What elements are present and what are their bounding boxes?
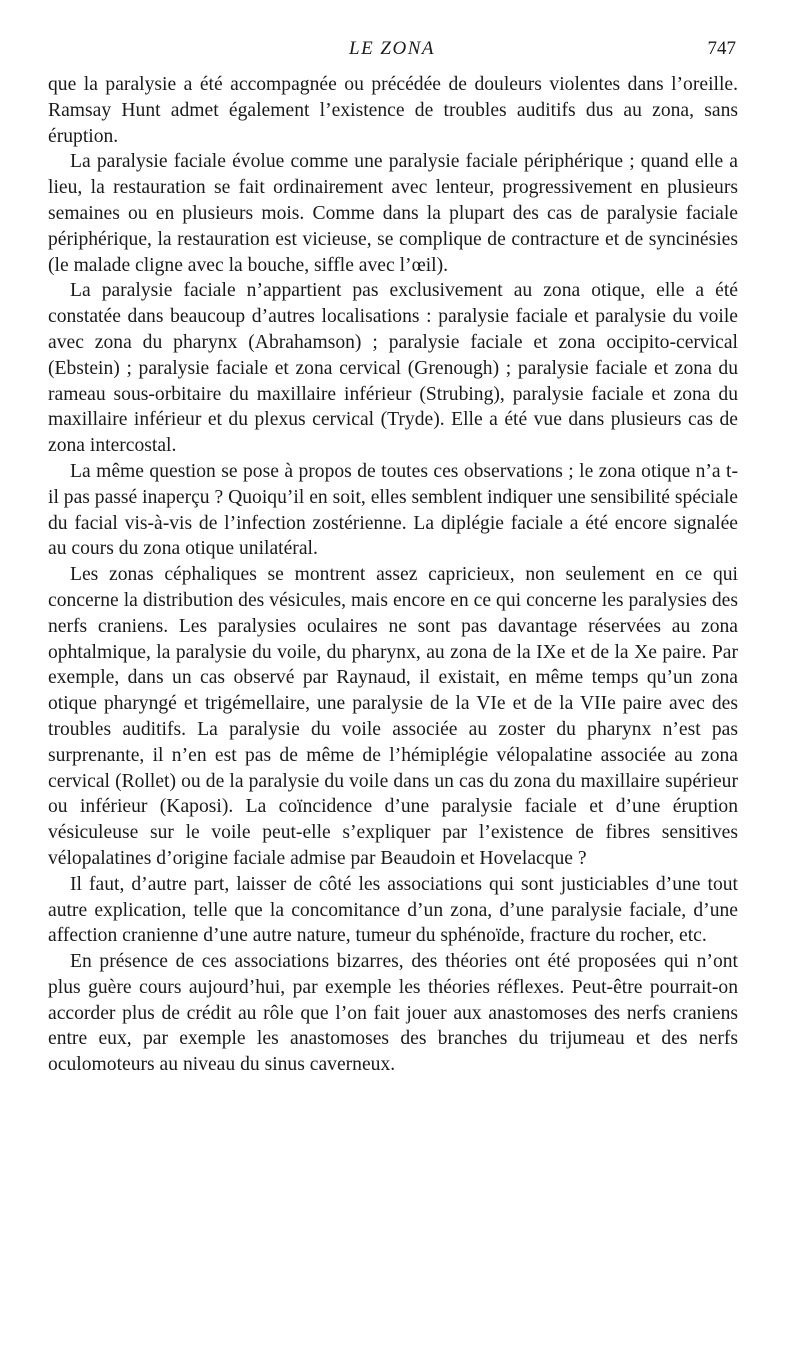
paragraph-otic-zona-question: La même question se pose à propos de toutes ces observations ; le zona otique n’a t-il pas passé inaperçu ? Quoiqu’il en soit, elles semblent indiquer une sensibilité spéciale du facial vis-à-vis de l’infection zostérienne. La diplégie faciale a été encore signalée au cours du zona otique unilatéral. [48, 460, 738, 560]
paragraph-other-associations: Il faut, d’autre part, laisser de côté les associations qui sont justiciables d’une tout autre explication, telle que la concomitance d’un zona, d’une paralysie faciale, d’une affection cranienne d’une autre nature, tumeur du sphénoïde, fracture du rocher, etc. [48, 873, 738, 947]
paragraph-cephalic-zonas: Les zonas céphaliques se montrent assez capricieux, non seulement en ce qui concerne la distribution des vésicules, mais encore en ce qui concerne les paralysies des nerfs craniens. Les paralysies oculaires ne sont pas davantage réservées au zona ophtalmique, la paralysie du voile, du pharynx, au zona de la IXe et de la Xe paire. Par exemple, dans un cas observé par Raynaud, il existait, en même temps qu’un zona otique pharyngé et trigémellaire, une paralysie de la VIe et de la VIIe paire avec des troubles auditifs. La paralysie du voile associée au zoster du pharynx n’est pas surprenante, il n’en est pas de même de l’hémiplégie vélopalatine associée au zona cervical (Rollet) ou de la paralysie du voile dans un cas du zona du maxillaire supérieur ou inférieur (Kaposi). La coïncidence d’une paralysie faciale et d’une éruption vésiculeuse sur le voile peut-elle s’expliquer par l’existence de fibres sensitives vélopalatines d’origine faciale admise par Beaudoin et Hovelacque ? [48, 564, 738, 869]
page-number: 747 [707, 38, 736, 59]
paragraph-other-localisations: La paralysie faciale n’appartient pas exclusivement au zona otique, elle a été constatée dans beaucoup d’autres localisations : paralysie faciale et paralysie du voile avec zona du pharynx (Abrahamson) ; paralysie faciale et zona occipito-cervical (Ebstein) ; paralysie faciale et zona cervical (Grenough) ; paralysie faciale et zona du rameau sous-orbitaire du maxillaire inférieur (Strubing), paralysie faciale et zona du maxillaire inférieur et du plexus cervical (Tryde). Elle a été vue dans plusieurs cas de zona intercostal. [48, 280, 738, 457]
paragraph-continued: que la paralysie a été accompagnée ou précédée de douleurs violentes dans l’oreille. Ramsay Hunt admet également l’existence de troubles auditifs dus au zona, sans éruption. [48, 74, 738, 147]
body-text [48, 72, 738, 1078]
paragraph-facial-paralysis-evolution: La paralysie faciale évolue comme une paralysie faciale périphérique ; quand elle a lieu, la restauration se fait ordinairement avec lenteur, progressivement en plusieurs semaines ou en plusieurs mois. Comme dans la plupart des cas de paralysie faciale périphérique, la restauration est vicieuse, se complique de contracture et de syncinésies (le malade cligne avec la bouche, siffle avec l’œil). [48, 151, 738, 276]
running-title: LE ZONA [349, 38, 435, 59]
paragraph-theories: En présence de ces associations bizarres, des théories ont été proposées qui n’ont plus guère cours aujourd’hui, par exemple les théories réflexes. Peut-être pourrait-on accorder plus de crédit au rôle que l’on fait jouer aux anastomoses des nerfs craniens entre eux, par exemple les anastomoses des branches du trijumeau et des nerfs oculomoteurs au niveau du sinus caverneux. [48, 951, 738, 1076]
running-head [48, 38, 736, 64]
